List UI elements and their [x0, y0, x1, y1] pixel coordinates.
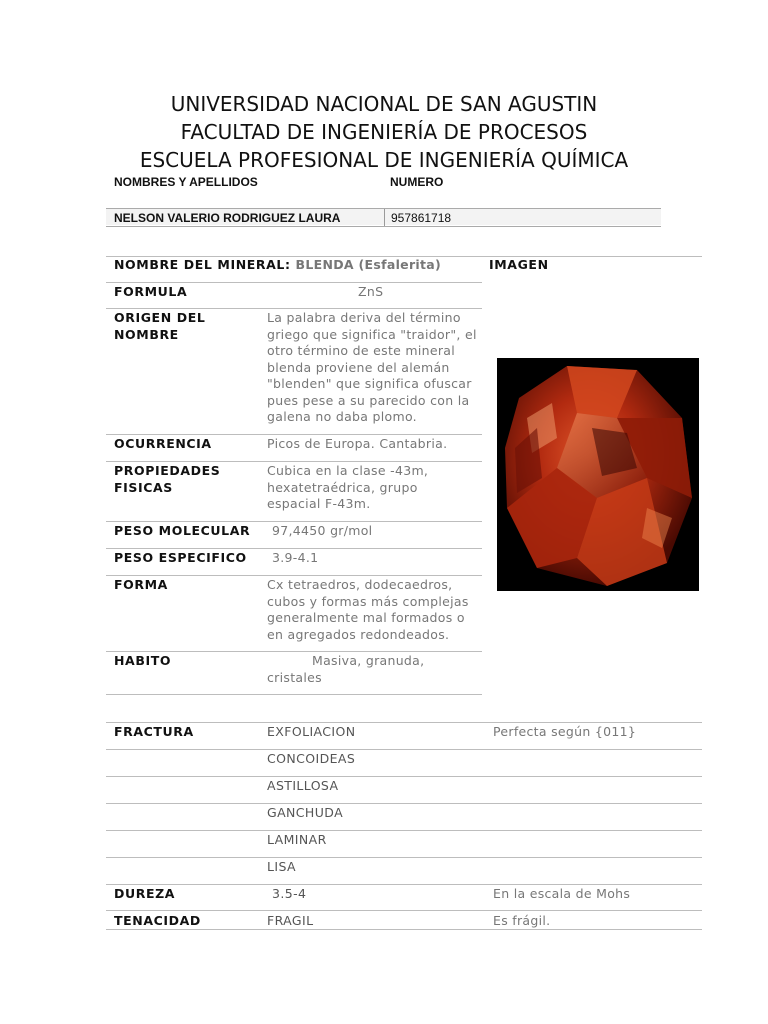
row-rule	[106, 548, 482, 549]
formula-label: FORMULA	[114, 284, 188, 299]
student-name: NELSON VALERIO RODRIGUEZ LAURA	[114, 211, 341, 225]
physical-props-label: PROPIEDADES FISICAS	[114, 463, 221, 495]
row-rule	[106, 521, 482, 522]
occurrence-value: Picos de Europa. Cantabria.	[267, 436, 448, 451]
origin-label: ORIGEN DEL NOMBRE	[114, 310, 206, 342]
fracture-item: GANCHUDA	[267, 805, 344, 820]
student-row-divider	[384, 209, 385, 226]
tenacity-value: FRAGIL	[267, 913, 314, 928]
habit-value: Masiva, granuda, cristales	[267, 653, 425, 685]
row-rule	[106, 884, 702, 885]
school-title: ESCUELA PROFESIONAL DE INGENIERÍA QUÍMICA	[139, 148, 629, 172]
mineral-name-value: BLENDA (Esfalerita)	[295, 257, 442, 272]
mineral-name-row	[114, 257, 441, 274]
specific-weight-value: 3.9-4.1	[272, 550, 319, 565]
mineral-name-sep: :	[284, 257, 296, 272]
fracture-note: Perfecta según {011}	[493, 724, 637, 739]
row-rule	[106, 776, 702, 777]
molecular-weight-value: 97,4450 gr/mol	[272, 523, 373, 538]
row-rule	[106, 910, 702, 911]
habit-label: HABITO	[114, 653, 172, 668]
origin-value: La palabra deriva del término griego que significa "traidor", el otro término de este mineral blenda proviene del alemán "blenden" que significa ofuscar pues pese a su parecido con la galena no daba plomo.	[267, 310, 477, 424]
row-rule	[106, 282, 482, 283]
fracture-item: CONCOIDEAS	[267, 751, 356, 766]
row-rule	[106, 434, 482, 435]
mineral-name-label: NOMBRE DEL MINERAL	[114, 257, 285, 272]
row-rule	[106, 308, 482, 309]
row-rule	[106, 929, 702, 930]
row-rule	[106, 461, 482, 462]
occurrence-label: OCURRENCIA	[114, 436, 212, 451]
tenacity-label: TENACIDAD	[114, 913, 201, 928]
sphalerite-crystal-image	[497, 358, 699, 591]
university-title: UNIVERSIDAD NACIONAL DE SAN AGUSTIN	[170, 92, 598, 116]
formula-value: ZnS	[358, 284, 384, 299]
names-header: NOMBRES Y APELLIDOS	[114, 175, 258, 189]
fracture-item: EXFOLIACION	[267, 724, 356, 739]
number-header: NUMERO	[390, 175, 444, 189]
physical-props-value: Cubica en la clase -43m, hexatetraédrica, grupo espacial F-43m.	[267, 463, 429, 511]
student-number: 957861718	[391, 211, 452, 225]
row-rule	[106, 694, 482, 695]
row-rule	[106, 722, 702, 723]
molecular-weight-label: PESO MOLECULAR	[114, 523, 251, 538]
faculty-title: FACULTAD DE INGENIERÍA DE PROCESOS	[180, 120, 588, 144]
fracture-label: FRACTURA	[114, 724, 194, 739]
row-rule	[106, 575, 482, 576]
row-rule	[106, 749, 702, 750]
form-value: Cx tetraedros, dodecaedros, cubos y formas más complejas generalmente mal formados o en agregados redondeados.	[267, 577, 469, 642]
fracture-item: ASTILLOSA	[267, 778, 339, 793]
fracture-item: LAMINAR	[267, 832, 327, 847]
mineral-image	[497, 358, 699, 591]
form-label: FORMA	[114, 577, 168, 592]
image-label: IMAGEN	[489, 257, 549, 272]
row-rule	[106, 803, 702, 804]
hardness-label: DUREZA	[114, 886, 176, 901]
row-rule	[106, 830, 702, 831]
fracture-item: LISA	[267, 859, 296, 874]
specific-weight-label: PESO ESPECIFICO	[114, 550, 247, 565]
tenacity-note: Es frágil.	[493, 913, 551, 928]
row-rule	[106, 651, 482, 652]
hardness-note: En la escala de Mohs	[493, 886, 631, 901]
student-row-bottom-rule	[106, 226, 661, 227]
row-rule	[106, 857, 702, 858]
hardness-value: 3.5-4	[272, 886, 307, 901]
